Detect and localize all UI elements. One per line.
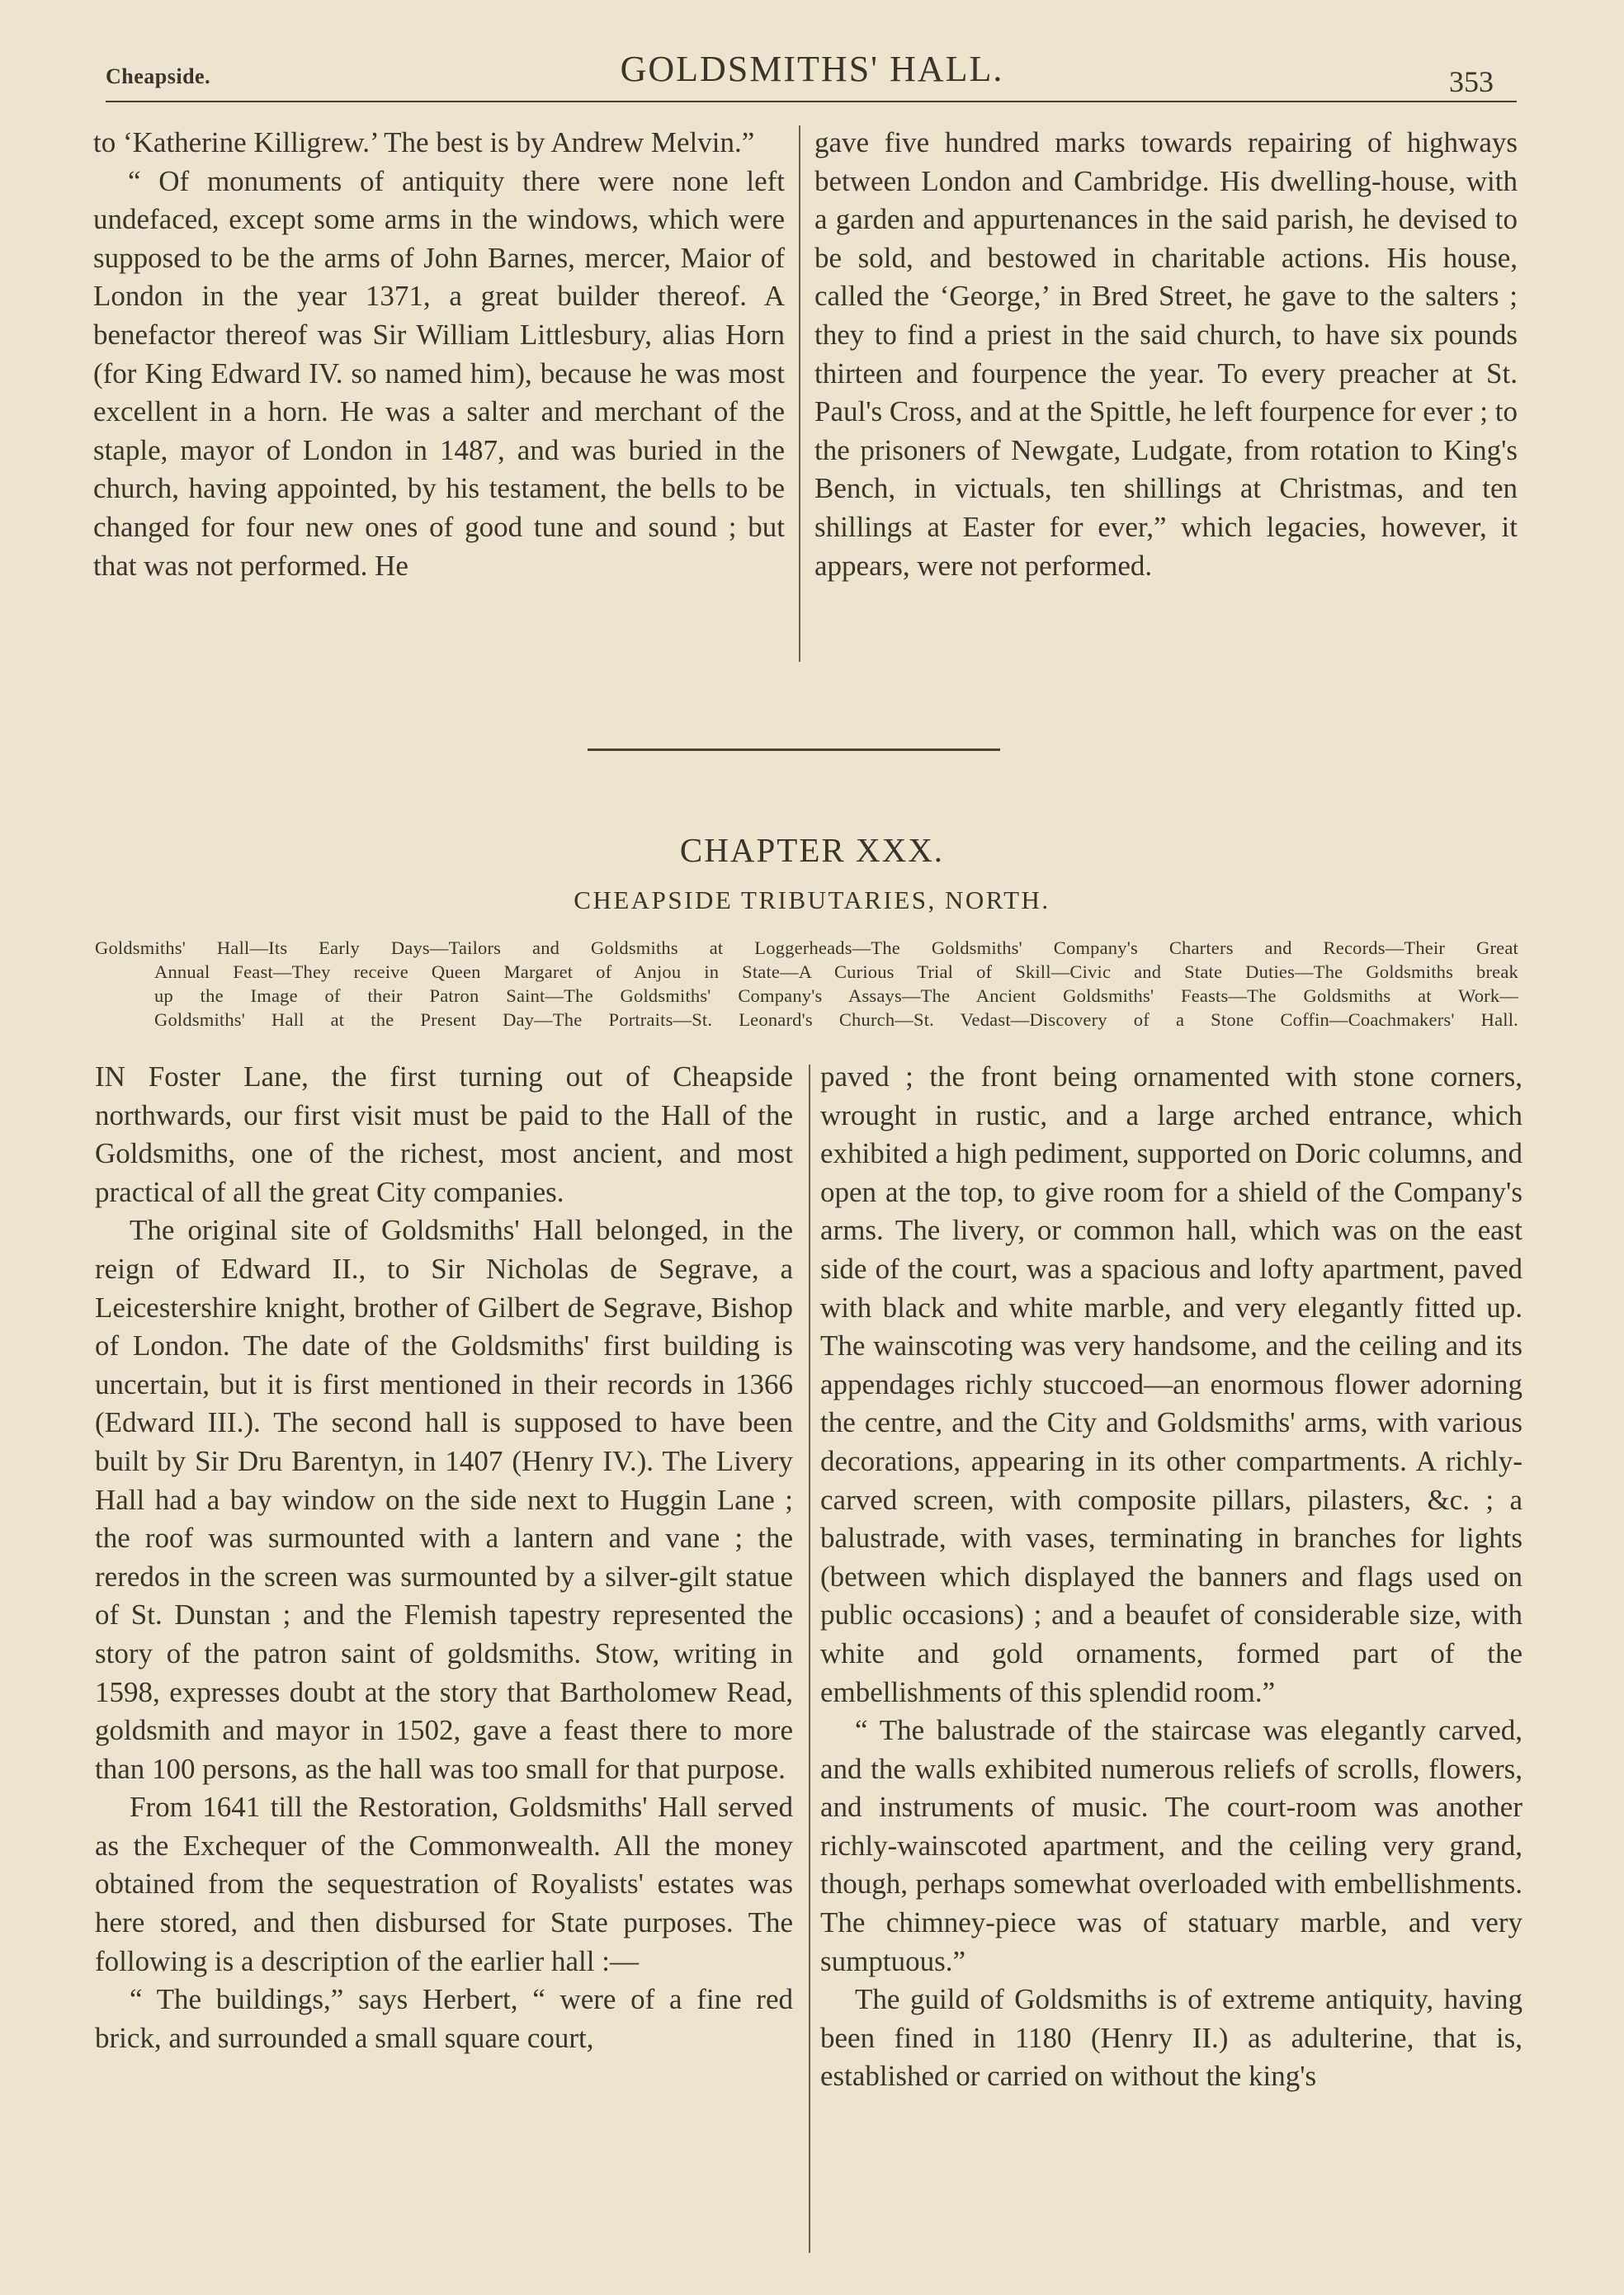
paragraph: IN Foster Lane, the first turning out of Cheapside northwards, our first visit must be paid to the Hall of the Goldsmiths, one of the richest, most ancient, and most practical of all the great City companies. (95, 1060, 793, 1208)
synopsis-line: Goldsmiths' Hall at the Present Day—The Portraits—St. Leonard's Church—St. Vedast—Discovery of a Stone Coffin—Coachmakers' Hall. (154, 1009, 1518, 1030)
paragraph: to ‘Katherine Killigrew.’ The best is by Andrew Melvin.” (93, 126, 755, 158)
synopsis-line: Goldsmiths' Hall—Its Early Days—Tailors and Goldsmiths at Loggerheads—The Goldsmiths' Company's Charters and Records—Their Great (95, 937, 1518, 958)
page-number: 353 (1449, 65, 1494, 98)
paragraph: gave five hundred marks towards repairing of highways between London and Cambridge. His dwelling-house, with a garden and appurtenances in the said parish, he devised to be sold, and bestowed in charitable actions. His house, called the ‘George,’ in Bred Street, he gave to the salters ; they to find a priest in the said church, to have six pounds thirteen and fourpence the year. To every preacher at St. Paul's Cross, and at the Spittle, he left fourpence for ever ; to the prisoners of Newgate, Ludgate, from rotation to King's Bench, in victuals, ten shillings at Christmas, and ten shillings at Easter for ever,” which legacies, however, it appears, were not performed. (814, 126, 1518, 582)
column-divider (809, 1065, 810, 2253)
paragraph: “ Of monuments of antiquity there were none left undefaced, except some arms in the windows, which were supposed to be the arms of John Barnes, mercer, Maior of London in the year 1371, a great builder thereof. A benefactor thereof was Sir William Littlesbury, alias Horn (for King Edward IV. so named him), because he was most excellent in a horn. He was a salter and merchant of the staple, mayor of London in 1487, and was buried in the church, having appointed, by his testament, the bells to be changed for four new ones of good tune and sound ; but that was not performed. He (93, 164, 785, 582)
running-head-section: Cheapside. (106, 64, 211, 88)
section-separator (588, 748, 1000, 751)
running-head-title: GOLDSMITHS' HALL. (620, 49, 1004, 89)
paragraph: From 1641 till the Restoration, Goldsmiths' Hall served as the Exchequer of the Commonwealth. All the money obtained from the sequestration of Royalists' estates was here stored, and then disbursed for State purposes. The following is a description of the earlier hall :— (95, 1791, 793, 1977)
header-rule (106, 101, 1517, 102)
column-divider (799, 125, 800, 662)
synopsis-line: up the Image of their Patron Saint—The Goldsmiths' Company's Assays—The Ancient Goldsmiths' Feasts—The Goldsmiths at Work— (154, 985, 1518, 1006)
body-left-column (95, 1058, 793, 2057)
top-right-column (814, 124, 1518, 585)
paragraph: The original site of Goldsmiths' Hall belonged, in the reign of Edward II., to Sir Nicholas de Segrave, a Leicestershire knight, brother of Gilbert de Segrave, Bishop of London. The date of the Goldsmiths' first building is uncertain, but it is first mentioned in their records in 1366 (Edward III.). The second hall is supposed to have been built by Sir Dru Barentyn, in 1407 (Henry IV.). The Livery Hall had a bay window on the side next to Huggin Lane ; the roof was surmounted with a lantern and vane ; the reredos in the screen was surmounted by a silver-gilt statue of St. Dunstan ; and the Flemish tapestry represented the story of the patron saint of goldsmiths. Stow, writing in 1598, expresses doubt at the story that Bartholomew Read, goldsmith and mayor in 1502, gave a feast there to more than 100 persons, as the hall was too small for that purpose. (95, 1214, 793, 1785)
chapter-title: CHAPTER XXX. (679, 831, 945, 869)
top-left-column (93, 124, 785, 585)
chapter-subtitle: CHEAPSIDE TRIBUTARIES, NORTH. (574, 885, 1050, 914)
paragraph: paved ; the front being ornamented with stone corners, wrought in rustic, and a large arched entrance, which exhibited a high pediment, supported on Doric columns, and open at the top, to give room for a shield of the Company's arms. The livery, or common hall, which was on the east side of the court, was a spacious and lofty apartment, paved with black and white marble, and very elegantly fitted up. The wainscoting was very handsome, and the ceiling and its appendages richly stuccoed—an enormous flower adorning the centre, and the City and Goldsmiths' arms, with various decorations, appearing in its other compartments. A richly-carved screen, with composite pillars, pilasters, &c. ; a balustrade, with vases, terminating in branches for lights (between which displayed the banners and flags used on public occasions) ; and a beaufet of considerable size, with white and gold ornaments, formed part of the embellishments of this splendid room.” (820, 1060, 1522, 1708)
paragraph: “ The balustrade of the staircase was elegantly carved, and the walls exhibited numerous reliefs of scrolls, flowers, and instruments of music. The court-room was another richly-wainscoted apartment, and the ceiling very grand, though, perhaps somewhat overloaded with embellishments. The chimney-piece was of statuary marble, and very sumptuous.” (820, 1714, 1522, 1977)
synopsis-line: Annual Feast—They receive Queen Margaret of Anjou in State—A Curious Trial of Skill—Civic and State Duties—The Goldsmiths break (154, 961, 1518, 982)
body-right-column (820, 1058, 1522, 2096)
paragraph: “ The buildings,” says Herbert, “ were of a fine red brick, and surrounded a small square court, (95, 1983, 793, 2054)
paragraph: The guild of Goldsmiths is of extreme antiquity, having been fined in 1180 (Henry II.) as adulterine, that is, established or carried on without the king's (820, 1983, 1522, 2093)
chapter-synopsis (95, 936, 1518, 1032)
